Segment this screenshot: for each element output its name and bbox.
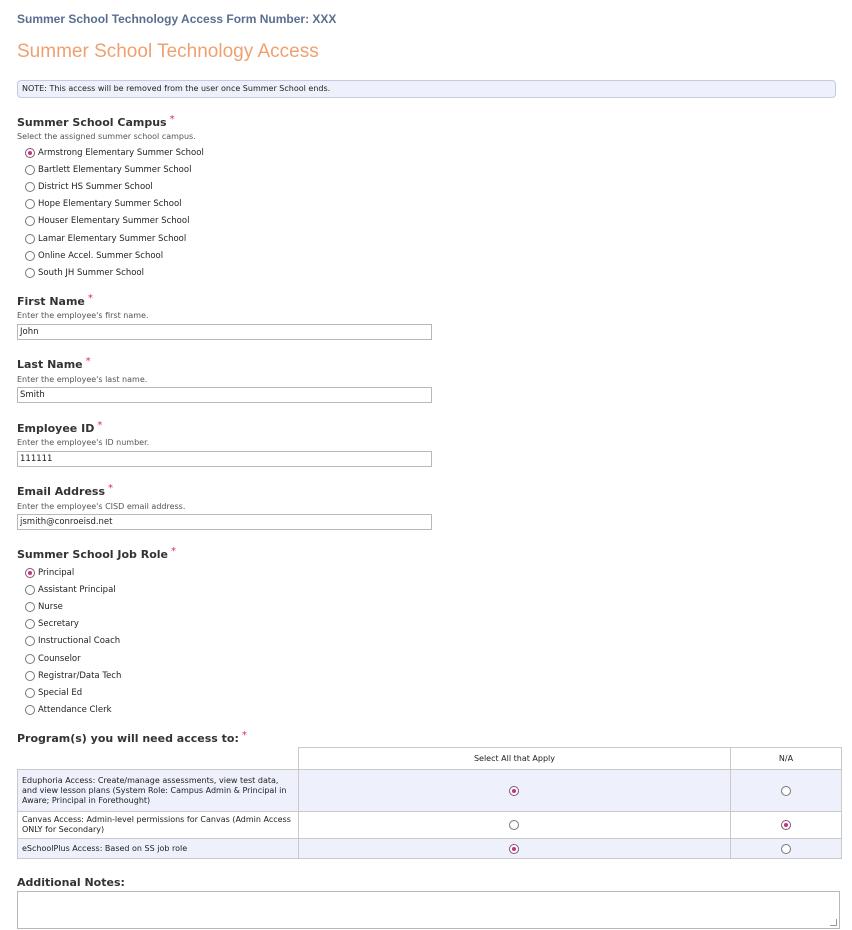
programs-table <box>17 747 842 859</box>
radio-button[interactable] <box>25 148 35 158</box>
radio-button[interactable] <box>25 688 35 698</box>
column-header-na: N/A <box>730 748 841 770</box>
first-name-label-text: First Name <box>17 295 85 308</box>
job-role-option[interactable] <box>25 617 79 631</box>
radio-button[interactable] <box>25 671 35 681</box>
program-radio-na[interactable] <box>781 820 791 830</box>
radio-label: Attendance Clerk <box>38 704 112 715</box>
programs-label <box>17 732 247 747</box>
program-option-cell-na <box>730 839 841 859</box>
radio-button[interactable] <box>25 165 35 175</box>
program-description: Eduphoria Access: Create/manage assessments, view test data, and view lesson plans (System Role: Campus Admin & Principal in Aware; Principal in Forethought) <box>18 770 299 812</box>
radio-label: District HS Summer School <box>38 182 153 193</box>
first-name-hint: Enter the employee's first name. <box>17 311 149 320</box>
job-role-label <box>17 548 176 563</box>
program-option-cell-select <box>299 770 731 812</box>
radio-button[interactable] <box>25 636 35 646</box>
radio-button[interactable] <box>25 585 35 595</box>
last-name-hint: Enter the employee's last name. <box>17 375 148 384</box>
programs-table-header <box>18 748 842 770</box>
required-marker: * <box>108 483 114 494</box>
campus-option[interactable] <box>25 163 191 177</box>
program-radio-na[interactable] <box>781 786 791 796</box>
radio-label: Hope Elementary Summer School <box>38 199 182 210</box>
column-header-select: Select All that Apply <box>299 748 731 770</box>
radio-label: Registrar/Data Tech <box>38 670 122 681</box>
job-role-option[interactable] <box>25 703 112 717</box>
job-role-option[interactable] <box>25 669 121 683</box>
radio-button[interactable] <box>25 234 35 244</box>
radio-label: Armstrong Elementary Summer School <box>38 148 204 158</box>
job-role-option[interactable] <box>25 634 120 648</box>
first-name-input[interactable]: John <box>17 324 432 340</box>
radio-button[interactable] <box>25 268 35 278</box>
program-option-cell-select <box>299 812 731 839</box>
radio-button[interactable] <box>25 216 35 226</box>
campus-label-text: Summer School Campus <box>17 116 167 129</box>
required-marker: * <box>169 114 175 125</box>
program-radio-select[interactable] <box>509 844 519 854</box>
radio-label: Nurse <box>38 602 63 613</box>
campus-option[interactable] <box>25 214 189 228</box>
last-name-label-text: Last Name <box>17 358 83 371</box>
program-description: Canvas Access: Admin-level permissions for Canvas (Admin Access ONLY for Secondary) <box>18 812 299 839</box>
employee-id-label <box>17 422 102 437</box>
resize-grip-icon[interactable] <box>830 919 837 926</box>
radio-button[interactable] <box>25 602 35 612</box>
program-radio-select[interactable] <box>509 786 519 796</box>
campus-option[interactable] <box>25 232 186 246</box>
employee-id-hint: Enter the employee's ID number. <box>17 438 150 447</box>
job-role-option[interactable] <box>25 583 116 597</box>
email-hint: Enter the employee's CISD email address. <box>17 502 186 511</box>
notes-label: Additional Notes: <box>17 876 125 889</box>
program-radio-na[interactable] <box>781 844 791 854</box>
radio-button[interactable] <box>25 199 35 209</box>
program-radio-select[interactable] <box>509 820 519 830</box>
required-marker: * <box>97 420 103 431</box>
programs-header-blank <box>18 748 299 770</box>
required-marker: * <box>241 730 247 741</box>
program-row <box>18 839 842 859</box>
access-note: NOTE: This access will be removed from the user once Summer School ends. <box>17 80 836 98</box>
radio-button[interactable] <box>25 568 35 578</box>
employee-id-input[interactable]: 111111 <box>17 451 432 467</box>
radio-button[interactable] <box>25 654 35 664</box>
page-title: Summer School Technology Access <box>17 41 319 62</box>
radio-label: Online Accel. Summer School <box>38 250 164 261</box>
radio-button[interactable] <box>25 182 35 192</box>
first-name-label <box>17 295 93 310</box>
radio-label: Instructional Coach <box>38 636 121 647</box>
required-marker: * <box>87 293 93 304</box>
form-number-heading: Summer School Technology Access Form Number: XXX <box>17 12 337 26</box>
last-name-label <box>17 358 91 373</box>
radio-label: Secretary <box>38 619 79 630</box>
program-option-cell-select <box>299 839 731 859</box>
campus-option[interactable] <box>25 146 204 160</box>
program-option-cell-na <box>730 770 841 812</box>
radio-label: South JH Summer School <box>38 267 144 278</box>
radio-button[interactable] <box>25 251 35 261</box>
job-role-option[interactable] <box>25 566 74 580</box>
radio-label: Counselor <box>38 653 81 664</box>
job-role-option[interactable] <box>25 652 81 666</box>
campus-option[interactable] <box>25 266 144 280</box>
radio-label: Lamar Elementary Summer School <box>38 233 187 244</box>
required-marker: * <box>85 356 91 367</box>
programs-label-text: Program(s) you will need access to: <box>17 732 239 745</box>
radio-button[interactable] <box>25 705 35 715</box>
program-row <box>18 770 842 812</box>
radio-label: Principal <box>38 568 75 578</box>
campus-label <box>17 116 175 131</box>
radio-label: Assistant Principal <box>38 585 116 596</box>
campus-option[interactable] <box>25 180 153 194</box>
email-label-text: Email Address <box>17 485 106 498</box>
radio-label: Houser Elementary Summer School <box>38 216 190 227</box>
radio-label: Bartlett Elementary Summer School <box>38 165 192 176</box>
campus-option[interactable] <box>25 197 182 211</box>
required-marker: * <box>171 546 176 557</box>
program-description: eSchoolPlus Access: Based on SS job role <box>18 839 299 859</box>
email-label <box>17 485 113 500</box>
job-role-option[interactable] <box>25 600 63 614</box>
job-role-label-text: Summer School Job Role <box>17 548 168 561</box>
radio-button[interactable] <box>25 619 35 629</box>
campus-hint: Select the assigned summer school campus. <box>17 132 196 141</box>
additional-notes-textarea[interactable] <box>17 891 840 929</box>
employee-id-label-text: Employee ID <box>17 422 95 435</box>
last-name-input[interactable]: Smith <box>17 387 432 403</box>
campus-option[interactable] <box>25 249 163 263</box>
program-row <box>18 812 842 839</box>
job-role-option[interactable] <box>25 686 82 700</box>
email-input[interactable]: jsmith@conroeisd.net <box>17 514 432 530</box>
radio-label: Special Ed <box>38 687 83 698</box>
program-option-cell-na <box>730 812 841 839</box>
